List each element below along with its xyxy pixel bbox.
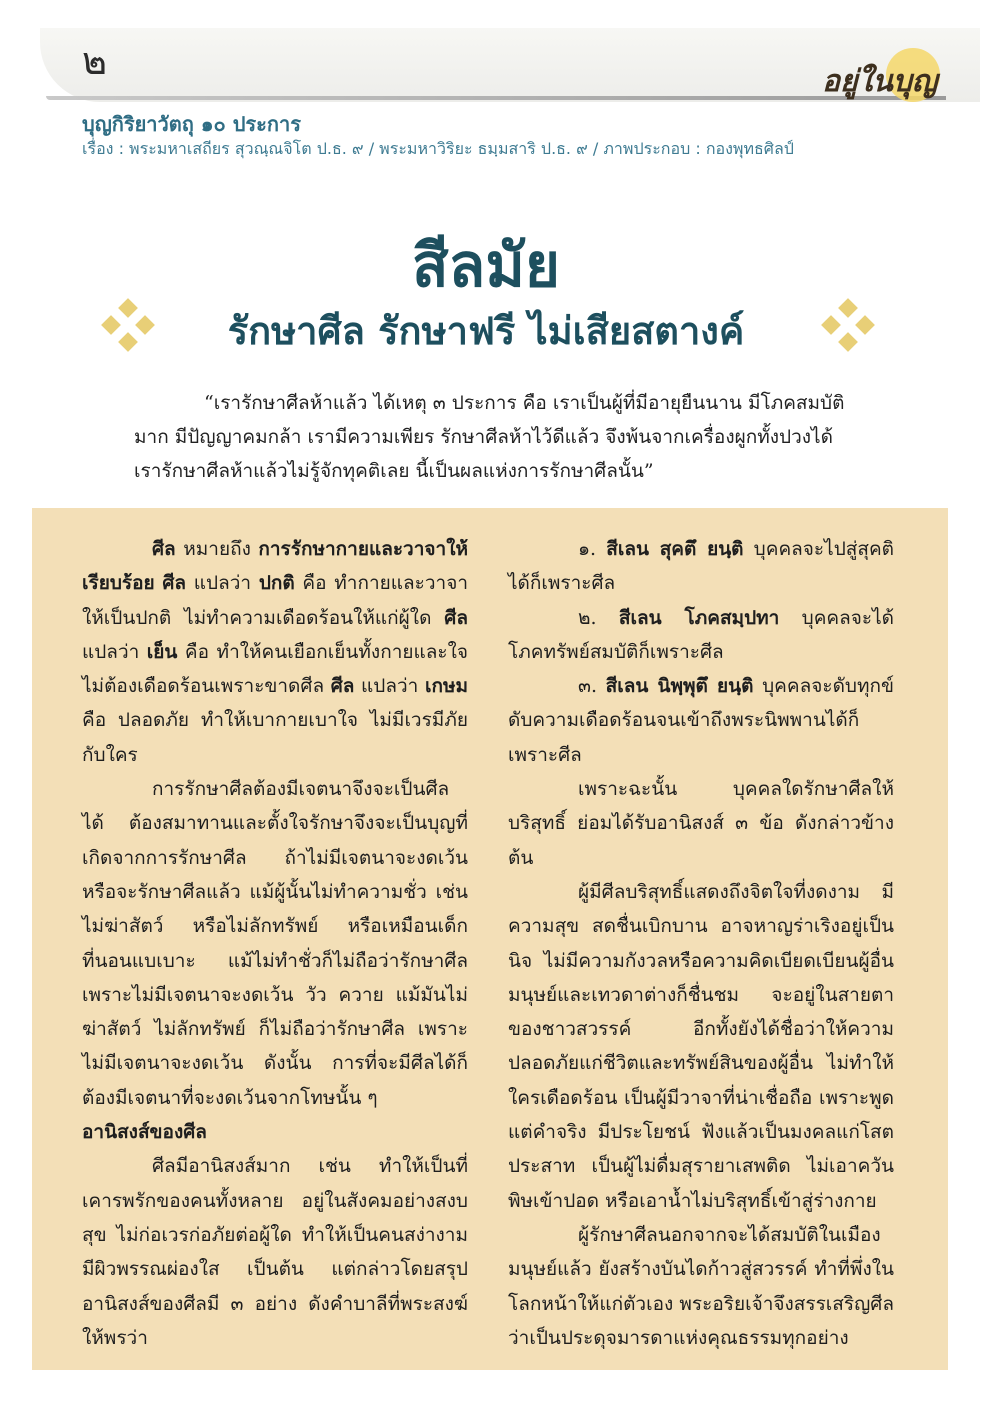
article-subtitle: รักษาศีล รักษาฟรี ไม่เสียสตางค์ bbox=[227, 309, 745, 353]
body-paragraph: เพราะฉะนั้น บุคคลใดรักษาศีลให้บริสุทธิ์ ย่อมได้รับอานิสงส์ ๓ ข้อ ดังกล่าวข้างต้น bbox=[508, 778, 894, 869]
benefit-item: ๑. สีเลน สุคตึ ยนฺติ บุคคลจะไปสู่สุคติได้ก็เพราะศีล bbox=[508, 538, 894, 595]
benefit-item: ๓. สีเลน นิพฺพุตึ ยนฺติ บุคคลจะดับทุกข์ดับความเดือดร้อนจนเข้าถึงพระนิพพานได้ก็เพราะศีล bbox=[508, 675, 894, 766]
benefit-item: ๒. สีเลน โภคสมฺปทา บุคคลจะได้โภคทรัพย์สมบัติก็เพราะศีล bbox=[508, 606, 894, 663]
article-credits: เรื่อง : พระมหาเสถียร สุวณฺณจิโต ป.ธ. ๙ / พระมหาวิริยะ ธมฺมสาริ ป.ธ. ๙ / ภาพประกอบ : กองพุทธศิลป์ bbox=[82, 139, 794, 158]
pull-quote bbox=[134, 386, 874, 488]
quote-line: เรารักษาศีลห้าแล้วไม่รู้จักทุคติเลย นี้เป็นผลแห่งการรักษาศีลนั้น” bbox=[134, 460, 654, 482]
magazine-logo: อยู่ในบุญ bbox=[822, 64, 938, 99]
left-column bbox=[82, 532, 468, 1355]
diamond-ornament-icon bbox=[818, 297, 878, 357]
article-title: สีลมัย bbox=[411, 231, 561, 301]
header-divider bbox=[46, 96, 946, 100]
page-number: ๒ bbox=[82, 39, 108, 83]
body-paragraph: ศีลมีอานิสงส์มาก เช่น ทำให้เป็นที่เคารพรักของคนทั้งหลาย อยู่ในสังคมอย่างสงบสุข ไม่ก่อเวรก่อภัยต่อผู้ใด ทำให้เป็นคนสง่างาม มีผิวพรรณผ่องใส เป็นต้น แต่กล่าวโดยสรุป อานิสงส์ของศีลมี ๓ อย่าง ดังคำบาลีที่พระสงฆ์ให้พรว่า bbox=[82, 1155, 468, 1349]
definition-paragraph: ศีล หมายถึง การรักษากายและวาจาให้เรียบร้อย ศีล แปลว่า ปกติ คือ ทำกายและวาจาให้เป็นปกติ ไม่ทำความเดือดร้อนให้แก่ผู้ใด ศีล แปลว่า เย็น คือ ทำให้คนเยือกเย็นทั้งกายและใจ ไม่ต้องเดือดร้อนเพราะขาดศีล ศีล แปลว่า เกษม คือ ปลอดภัย ทำให้เบากายเบาใจ ไม่มีเวรมีภัย กับใคร bbox=[82, 538, 469, 766]
body-paragraph: ผู้รักษาศีลนอกจากจะได้สมบัติในเมืองมนุษย์แล้ว ยังสร้างบันไดก้าวสู่สวรรค์ ทำที่พึ่งในโลกหน้าให้แก่ตัวเอง พระอริยเจ้าจึงสรรเสริญศีลว่าเป็นประดุจมารดาแห่งคุณธรรมทุกอย่าง bbox=[508, 1223, 894, 1349]
right-column bbox=[508, 532, 894, 1355]
body-paragraph: ผู้มีศีลบริสุทธิ์แสดงถึงจิตใจที่งดงาม มีความสุข สดชื่นเบิกบาน อาจหาญร่าเริงอยู่เป็นนิจ ไม่มีความกังวลหรือความคิดเบียดเบียนผู้อื่น มนุษย์และเทวดาต่างก็ชื่นชม จะอยู่ในสายตาของชาวสวรรค์ อีกทั้งยังได้ชื่อว่าให้ความปลอดภัยแก่ชีวิตและทรัพย์สินของผู้อื่น ไม่ทำให้ใครเดือดร้อน เป็นผู้มีวาจาที่น่าเชื่อถือ เพราะพูดแต่คำจริง มีประโยชน์ ฟังแล้วเป็นมงคลแก่โสตประสาท เป็นผู้ไม่ดื่มสุรายาเสพติด ไม่เอาควันพิษเข้าปอด หรือเอาน้ำไม่บริสุทธิ์เข้าสู่ร่างกาย bbox=[508, 880, 894, 1212]
quote-line: “เรารักษาศีลห้าแล้ว ได้เหตุ ๓ ประการ คือ เราเป็นผู้ที่มีอายุยืนนาน มีโภคสมบัติ bbox=[204, 392, 845, 414]
column-name: บุญกิริยาวัตถุ ๑๐ ประการ bbox=[82, 112, 301, 136]
section-heading: อานิสงส์ของศีล bbox=[82, 1121, 207, 1144]
body-paragraph: การรักษาศีลต้องมีเจตนาจึงจะเป็นศีลได้ ต้องสมาทานและตั้งใจรักษาจึงจะเป็นบุญที่เกิดจากการรักษาศีล ถ้าไม่มีเจตนาจะงดเว้นหรือจะรักษาศีลแล้ว แม้ผู้นั้นไม่ทำความชั่ว เช่น ไม่ฆ่าสัตว์ หรือไม่ลักทรัพย์ หรือเหมือนเด็กที่นอนแบเบาะ แม้ไม่ทำชั่วก็ไม่ถือว่ารักษาศีล เพราะไม่มีเจตนาจะงดเว้น วัว ควาย แม้มันไม่ฆ่าสัตว์ ไม่ลักทรัพย์ ก็ไม่ถือว่ารักษาศีล เพราะไม่มีเจตนาจะงดเว้น ดังนั้น การที่จะมีศีลได้ก็ต้องมีเจตนาที่จะงดเว้นจากโทษนั้น ๆ bbox=[82, 778, 468, 1109]
quote-line: มาก มีปัญญาคมกล้า เรามีความเพียร รักษาศีลห้าไว้ดีแล้ว จึงพ้นจากเครื่องผูกทั้งปวงได้ bbox=[134, 426, 833, 448]
